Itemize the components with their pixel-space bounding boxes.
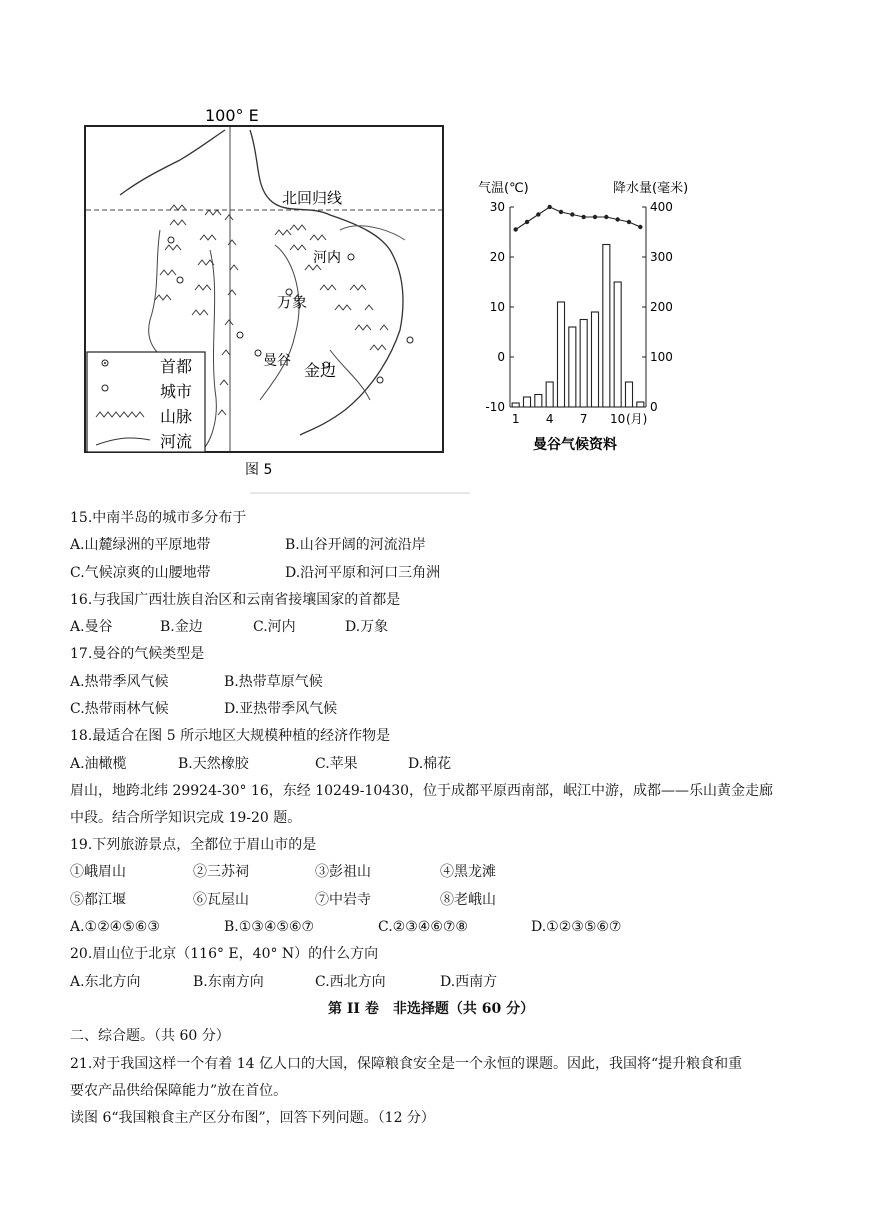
- precipitation-bar: [603, 245, 610, 408]
- city-hanoi: 河内: [313, 250, 341, 266]
- passage-line-2: 中段。结合所学知识完成 19-20 题。: [70, 810, 302, 826]
- q16-option-c: C.河内: [253, 619, 296, 635]
- right-tick-label: 100: [650, 350, 673, 364]
- q20-stem: 20.眉山位于北京（116° E，40° N）的什么方向: [70, 946, 379, 962]
- precipitation-bar: [580, 320, 587, 408]
- right-tick-label: 400: [650, 200, 673, 214]
- precipitation-bar: [557, 302, 564, 407]
- bangkok-climate-chart: [470, 175, 700, 465]
- temperature-point: [627, 220, 631, 224]
- right-axis-title: 降水量(毫米): [613, 181, 689, 196]
- month-tick-label: 7: [579, 412, 588, 426]
- city-bangkok: 曼谷: [263, 353, 291, 369]
- left-tick-label: -10: [485, 400, 505, 414]
- left-tick-label: 0: [497, 350, 505, 364]
- q15-stem: 15.中南半岛的城市多分布于: [70, 510, 247, 526]
- left-axis-title: 气温(℃): [478, 181, 529, 196]
- city-vientiane: 万象: [277, 293, 308, 311]
- q17-stem: 17.曼谷的气候类型是: [70, 646, 205, 662]
- precipitation-bar: [523, 397, 530, 407]
- chart-caption: 曼谷气候资料: [533, 437, 617, 453]
- q19-item-3: ③彭祖山: [315, 864, 371, 880]
- q15-option-d: D.沿河平原和河口三角洲: [285, 565, 441, 581]
- q15-option-a: A.山麓绿洲的平原地带: [70, 537, 211, 553]
- q20-option-b: B.东南方向: [193, 974, 264, 990]
- temperature-point: [604, 215, 608, 219]
- figure-caption: 图 5: [245, 462, 273, 478]
- temperature-point: [536, 212, 540, 216]
- q16-option-d: D.万象: [345, 619, 389, 635]
- month-tick-label: 4: [545, 412, 554, 426]
- right-tick-label: 0: [650, 400, 658, 414]
- precipitation-bar: [591, 312, 598, 407]
- legend-capital: 首都: [160, 357, 193, 376]
- q19-item-5: ⑤都江堰: [70, 892, 126, 908]
- month-unit: (月): [626, 412, 648, 426]
- precipitation-bar: [637, 402, 644, 407]
- section-2-heading: 第 II 卷 非选择题（共 60 分）: [328, 1001, 535, 1017]
- temperature-point: [581, 215, 585, 219]
- q16-stem: 16.与我国广西壮族自治区和云南省接壤国家的首都是: [70, 592, 401, 608]
- section-2-subheading: 二、综合题。（共 60 分）: [70, 1028, 230, 1044]
- q18-option-d: D.棉花: [408, 756, 452, 772]
- precipitation-bar: [512, 403, 519, 407]
- tropic-label: 北回归线: [282, 189, 343, 207]
- capital-marker-bangkok: [255, 350, 261, 356]
- q18-option-c: C.苹果: [315, 756, 358, 772]
- q21-line-1: 21.对于我国这样一个有着 14 亿人口的大国，保障粮食安全是一个永恒的课题。因此，我国将“提升粮食和重: [70, 1056, 743, 1072]
- temperature-point: [559, 210, 563, 214]
- capital-marker-hanoi: [348, 254, 354, 260]
- q19-item-4: ④黑龙滩: [440, 864, 496, 880]
- southeast-asia-map: [60, 100, 480, 500]
- left-tick-label: 10: [489, 300, 505, 314]
- passage-line-1: 眉山，地跨北纬 29924-30° 16，东经 10249-10430，位于成都平原西南部，岷江中游，成都——乐山黄金走廊: [70, 783, 774, 799]
- q19-option-a: A.①②④⑤⑥③: [70, 919, 160, 935]
- month-tick-label: 10: [610, 412, 626, 426]
- city-phnompenh: 金边: [304, 361, 337, 380]
- q18-stem: 18.最适合在图 5 所示地区大规模种植的经济作物是: [70, 728, 391, 744]
- precipitation-bar: [569, 327, 576, 407]
- q20-option-a: A.东北方向: [70, 974, 141, 990]
- q21-line-2: 要农产品供给保障能力”放在首位。: [70, 1083, 288, 1099]
- q19-item-2: ②三苏祠: [193, 864, 249, 880]
- q16-option-b: B.金边: [160, 619, 203, 635]
- q19-item-1: ①峨眉山: [70, 864, 126, 880]
- q19-option-d: D.①②③⑤⑥⑦: [531, 919, 622, 935]
- temperature-line: [516, 207, 641, 230]
- q15-option-b: B.山谷开阔的河流沿岸: [285, 537, 426, 553]
- q17-option-d: D.亚热带季风气候: [224, 701, 338, 717]
- temperature-point: [547, 205, 551, 209]
- precipitation-bar: [546, 382, 553, 407]
- q17-option-b: B.热带草原气候: [224, 674, 323, 690]
- left-tick-label: 30: [489, 200, 505, 214]
- temperature-point: [615, 217, 619, 221]
- q21-line-3: 读图 6“我国粮食主产区分布图”，回答下列问题。（12 分）: [70, 1110, 435, 1126]
- temperature-point: [593, 215, 597, 219]
- q18-option-b: B.天然橡胶: [178, 756, 249, 772]
- q20-option-c: C.西北方向: [315, 974, 386, 990]
- q17-option-a: A.热带季风气候: [70, 674, 169, 690]
- q20-option-d: D.西南方: [440, 974, 498, 990]
- q15-option-c: C.气候凉爽的山腰地带: [70, 565, 211, 581]
- precipitation-bar: [614, 282, 621, 407]
- left-tick-label: 20: [489, 250, 505, 264]
- q19-item-6: ⑥瓦屋山: [193, 892, 249, 908]
- q16-option-a: A.曼谷: [70, 619, 113, 635]
- meridian-label: 100° E: [205, 106, 259, 125]
- q19-stem: 19.下列旅游景点，全都位于眉山市的是: [70, 837, 317, 853]
- temperature-point: [570, 212, 574, 216]
- precipitation-bar: [625, 382, 632, 407]
- temperature-point: [638, 225, 642, 229]
- legend-city: 城市: [160, 382, 193, 401]
- temperature-point: [525, 220, 529, 224]
- temperature-point: [513, 227, 517, 231]
- q18-option-a: A.油橄榄: [70, 756, 127, 772]
- legend-mountain: 山脉: [160, 407, 193, 426]
- legend-river: 河流: [160, 432, 193, 451]
- q17-option-c: C.热带雨林气候: [70, 701, 169, 717]
- month-tick-label: 1: [511, 412, 520, 426]
- q19-option-b: B.①③④⑤⑥⑦: [224, 919, 315, 935]
- right-tick-label: 200: [650, 300, 673, 314]
- right-tick-label: 300: [650, 250, 673, 264]
- q19-option-c: C.②③④⑥⑦⑧: [378, 919, 468, 935]
- q19-item-8: ⑧老峨山: [440, 892, 496, 908]
- precipitation-bar: [535, 395, 542, 408]
- q19-item-7: ⑦中岩寺: [315, 892, 371, 908]
